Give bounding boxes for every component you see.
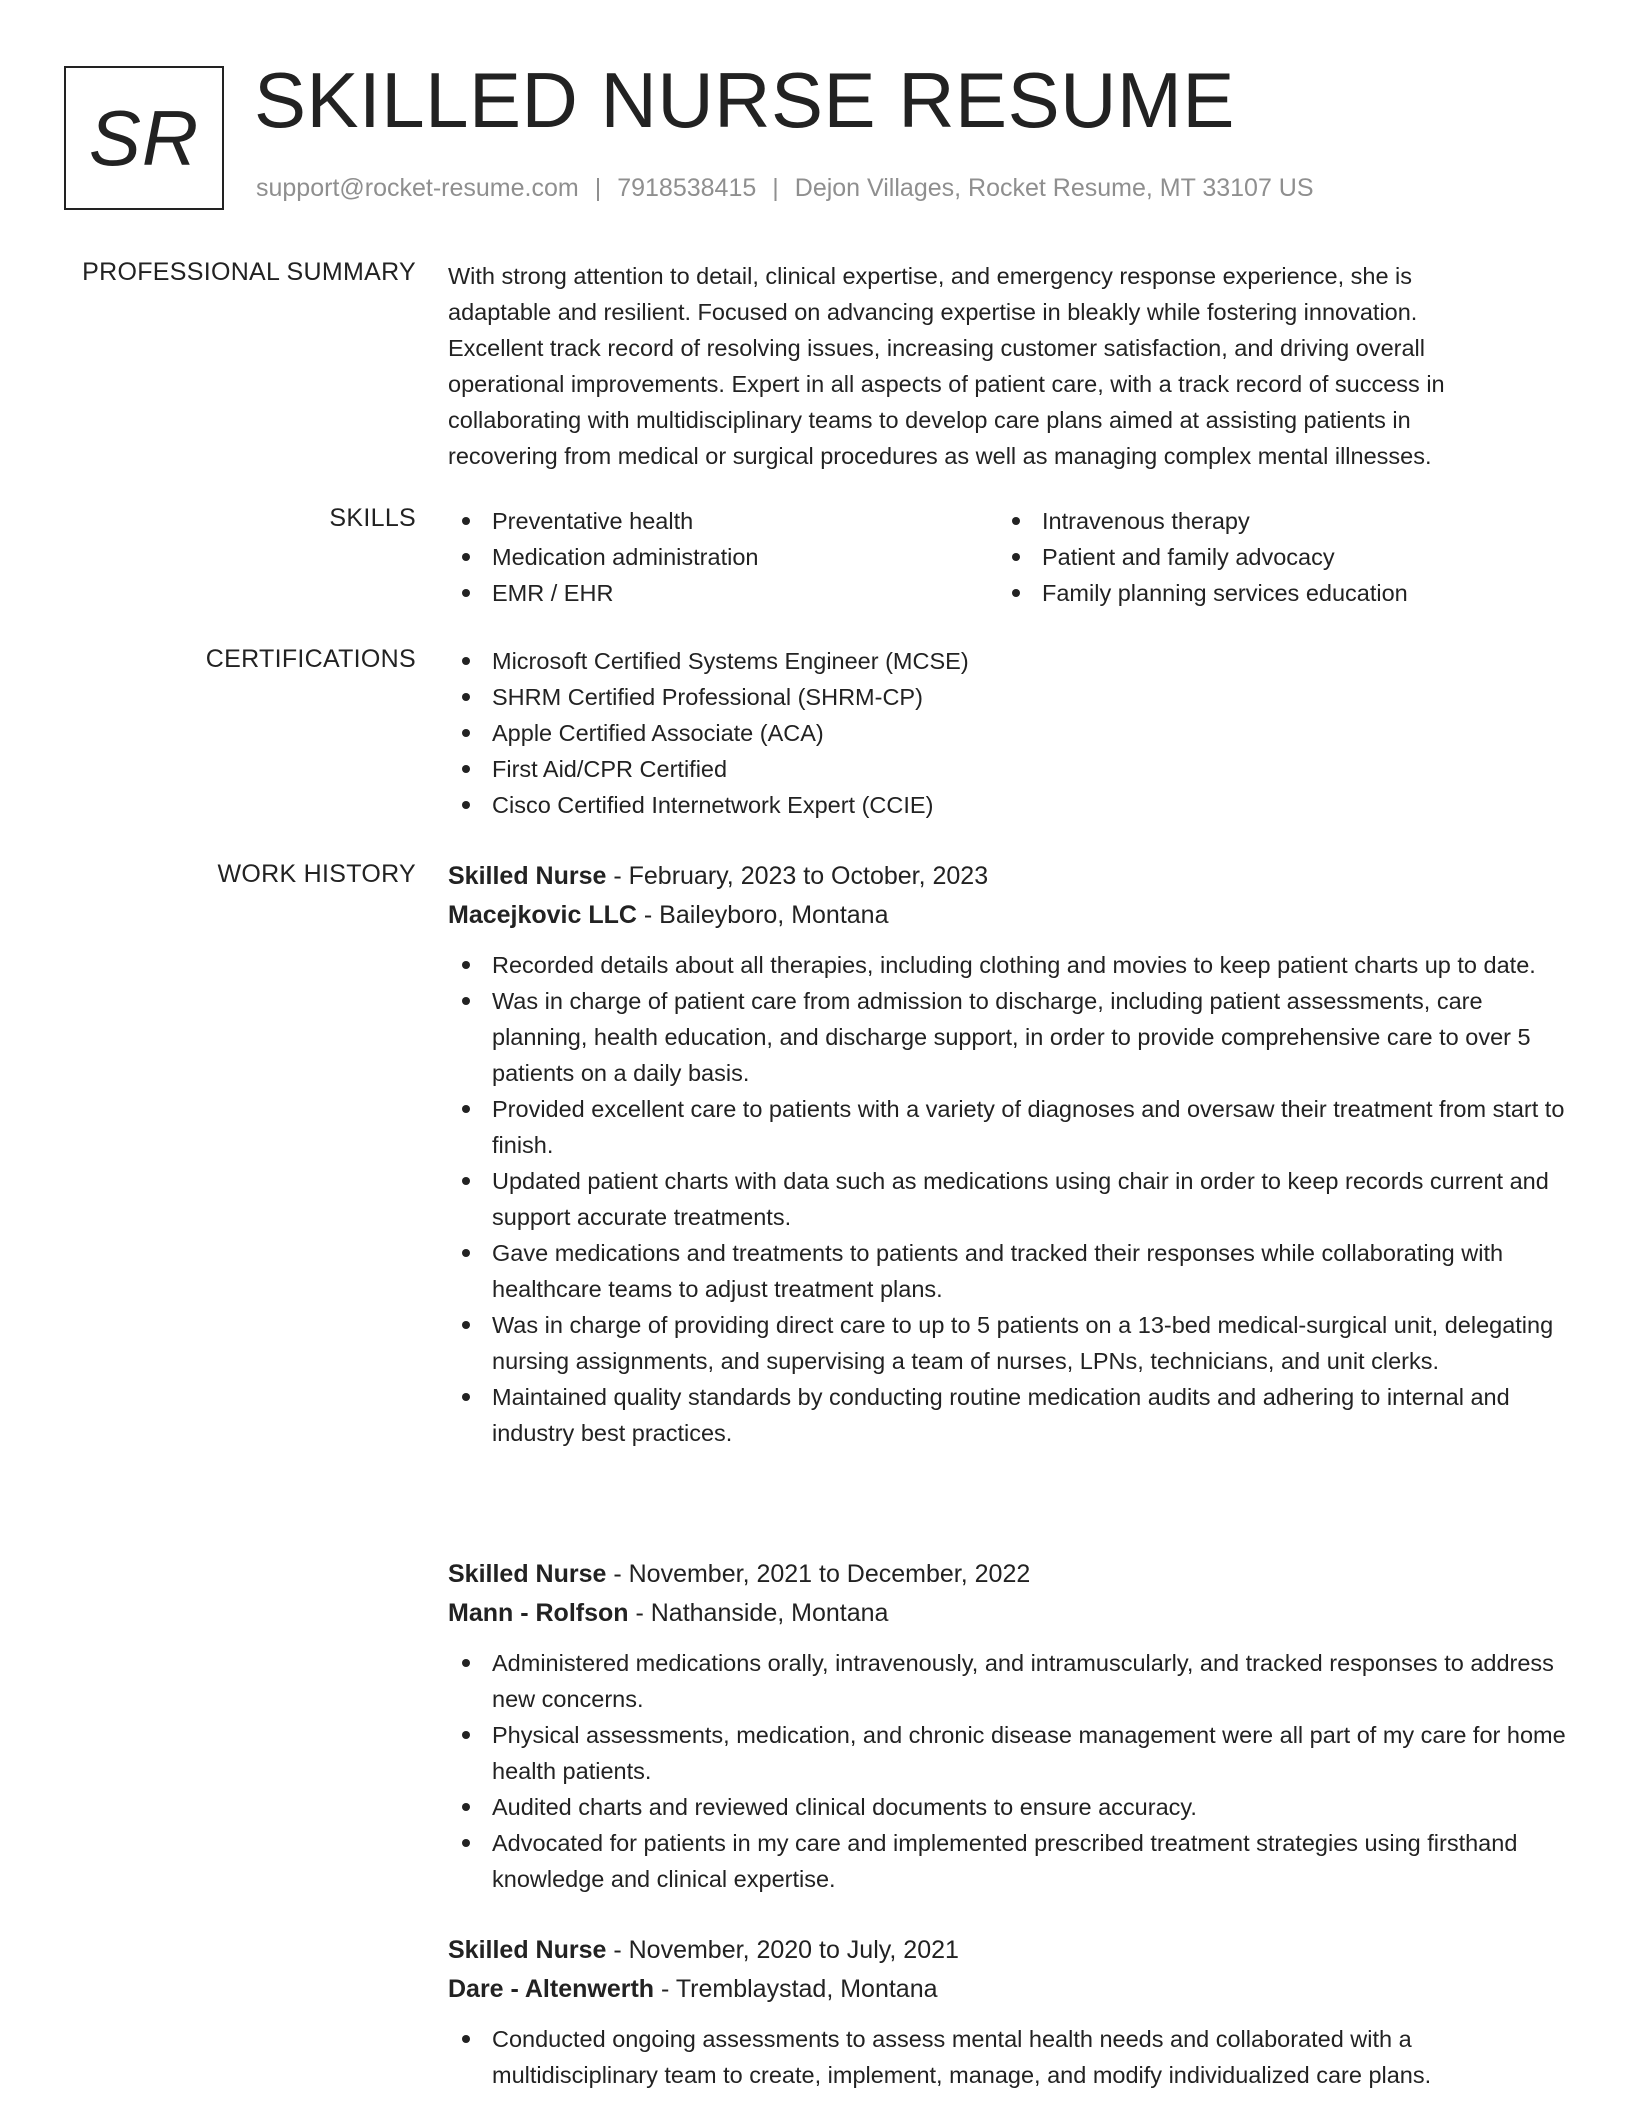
job-bullet: Audited charts and reviewed clinical documents to ensure accuracy. (448, 1789, 1572, 1825)
skill-item: Medication administration (448, 539, 998, 575)
summary-text: With strong attention to detail, clinical expertise, and emergency response experience, she is adaptable and resilient. Focused on advancing expertise in bleakly while fostering innovation. Excellent track record of resolving issues, increasing customer satisfaction, and driving overall operational improvements. Expert in all aspects of patient care, with a track record of success in collaborating with multidisciplinary teams to develop care plans aimed at assisting patients in recovering from medical or surgical procedures as well as managing complex mental illnesses. (448, 263, 1445, 469)
skill-item: EMR / EHR (448, 575, 998, 611)
job-bullet: Administered medications orally, intravenously, and intramuscularly, and tracked responses to address new concerns. (448, 1645, 1572, 1717)
job-company-line (448, 1594, 1572, 1633)
certification-item: Microsoft Certified Systems Engineer (MCSE) (448, 643, 1572, 679)
contact-phone: 7918538415 (617, 174, 757, 202)
skill-item: Family planning services education (998, 575, 1548, 611)
certification-item: Apple Certified Associate (ACA) (448, 715, 1572, 751)
certifications-list (448, 643, 1572, 823)
skills-column-left (448, 503, 998, 611)
job-entry (448, 1931, 1572, 2093)
section-label-work-history: WORK HISTORY (217, 860, 416, 888)
job-bullet: Updated patient charts with data such as medications using chair in order to keep records current and support accurate treatments. (448, 1163, 1572, 1235)
job-title: Skilled Nurse (448, 1936, 607, 1964)
resume-title: SKILLED NURSE RESUME (254, 56, 1235, 144)
job-company: Macejkovic LLC (448, 901, 637, 929)
skill-item: Intravenous therapy (998, 503, 1548, 539)
monogram-logo: SR (64, 66, 224, 210)
job-company: Mann - Rolfson (448, 1599, 629, 1627)
job-bullet: Was in charge of patient care from admission to discharge, including patient assessments, care planning, health education, and discharge support, in order to provide comprehensive care to over 5 patients on a daily basis. (448, 983, 1572, 1091)
job-company-line (448, 896, 1572, 935)
job-bullet: Conducted ongoing assessments to assess mental health needs and collaborated with a multidisciplinary team to create, implement, manage, and modify individualized care plans. (448, 2021, 1572, 2093)
job-location: - Baileyboro, Montana (636, 901, 889, 929)
job-title-line (448, 857, 1572, 896)
job-dates: - November, 2021 to December, 2022 (606, 1560, 1031, 1588)
contact-separator: | (594, 174, 602, 202)
skill-item: Patient and family advocacy (998, 539, 1548, 575)
contact-email: support@rocket-resume.com (256, 174, 579, 202)
job-title-line (448, 1555, 1572, 1594)
section-label-certifications: CERTIFICATIONS (205, 645, 416, 673)
job-bullet: Recorded details about all therapies, including clothing and movies to keep patient charts up to date. (448, 947, 1572, 983)
contact-address: Dejon Villages, Rocket Resume, MT 33107 US (794, 174, 1314, 202)
job-title: Skilled Nurse (448, 862, 607, 890)
job-title: Skilled Nurse (448, 1560, 607, 1588)
job-entry (448, 1555, 1572, 1897)
job-company-line (448, 1970, 1572, 2009)
job-bullet: Provided excellent care to patients with a variety of diagnoses and oversaw their treatment from start to finish. (448, 1091, 1572, 1163)
job-bullet: Was in charge of providing direct care to up to 5 patients on a 13-bed medical-surgical unit, delegating nursing assignments, and supervising a team of nurses, LPNs, technicians, and unit clerks. (448, 1307, 1572, 1379)
contact-separator: | (772, 174, 779, 202)
skill-item: Preventative health (448, 503, 998, 539)
job-location: - Tremblaystad, Montana (654, 1975, 938, 2003)
job-bullet: Advocated for patients in my care and implemented prescribed treatment strategies using firsthand knowledge and clinical expertise. (448, 1825, 1572, 1897)
job-bullet: Maintained quality standards by conducting routine medication audits and adhering to internal and industry best practices. (448, 1379, 1572, 1451)
skills-list (448, 503, 1572, 611)
certification-item: Cisco Certified Internetwork Expert (CCIE) (448, 787, 1572, 823)
job-location: - Nathanside, Montana (628, 1599, 889, 1627)
job-bullets (448, 947, 1572, 1451)
certification-item: First Aid/CPR Certified (448, 751, 1572, 787)
section-label-professional-summary: PROFESSIONAL SUMMARY (82, 258, 416, 286)
section-label-skills: SKILLS (329, 504, 416, 532)
job-title-line (448, 1931, 1572, 1970)
job-dates: - November, 2020 to July, 2021 (606, 1936, 959, 1964)
job-entry (448, 857, 1572, 1451)
job-bullets (448, 1645, 1572, 1897)
job-bullet: Physical assessments, medication, and chronic disease management were all part of my care for home health patients. (448, 1717, 1572, 1789)
job-bullets (448, 2021, 1572, 2093)
contact-line (256, 174, 1314, 203)
job-dates: - February, 2023 to October, 2023 (606, 862, 989, 890)
certification-item: SHRM Certified Professional (SHRM-CP) (448, 679, 1572, 715)
job-bullet: Gave medications and treatments to patients and tracked their responses while collaborating with healthcare teams to adjust treatment plans. (448, 1235, 1572, 1307)
skills-column-right (998, 503, 1548, 611)
job-company: Dare - Altenwerth (448, 1975, 655, 2003)
